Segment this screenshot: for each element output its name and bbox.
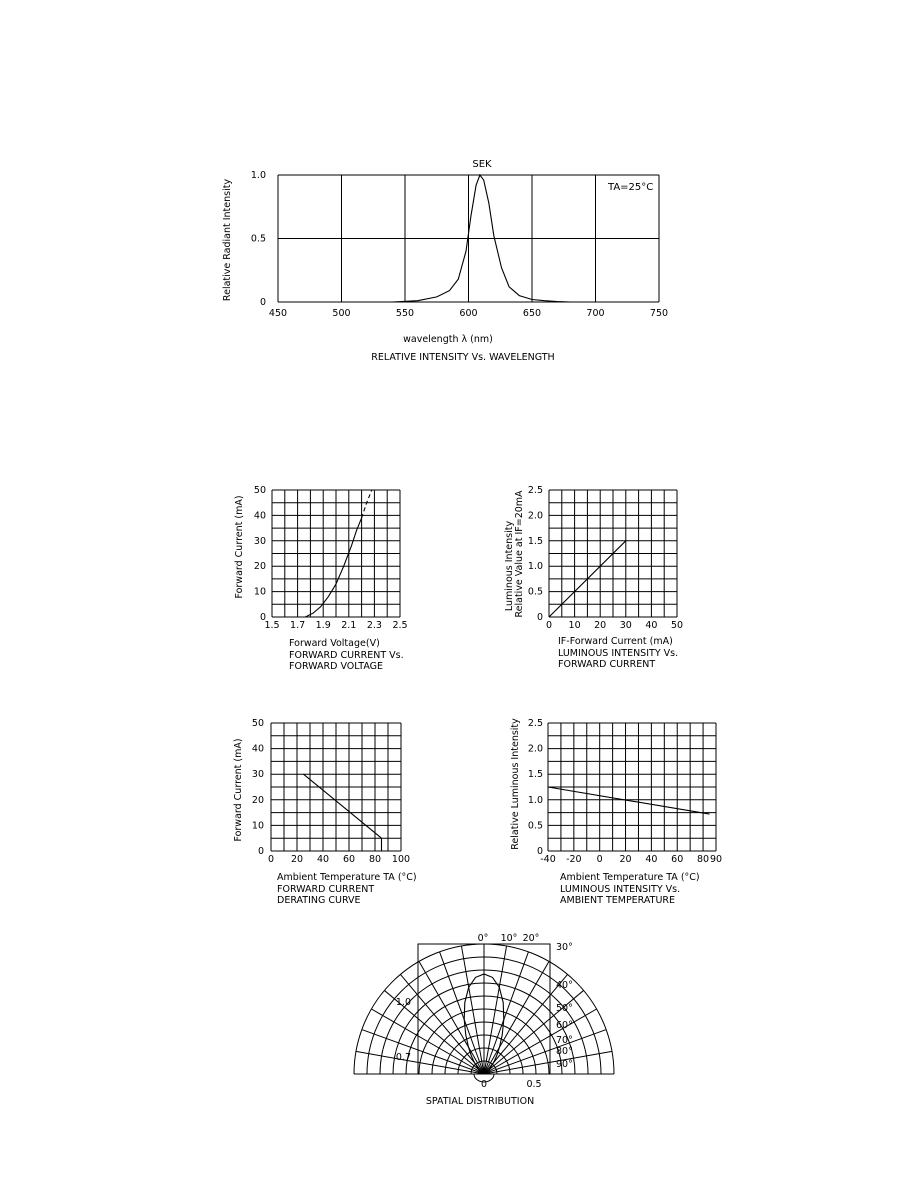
derating-ytick-label: 40: [251, 743, 264, 755]
spectrum-xtick-label: 750: [649, 308, 669, 319]
derating-xtick-label: 20: [290, 854, 304, 865]
spatial-bottom-label: 0.5: [526, 1079, 542, 1090]
lumtemp-xtick-label: 20: [619, 854, 632, 865]
lumtemp-xtick-label: 90: [709, 854, 723, 865]
lumcurrent-xtick-label: 10: [568, 620, 581, 631]
lumtemp-ytick-label: 0: [536, 846, 543, 857]
lumtemp-ytick-label: 1.0: [527, 794, 543, 806]
spectrum-xtick-label: 500: [332, 308, 351, 319]
spatial-angle-label: 70°: [556, 1035, 573, 1046]
derating-xtick-label: 0: [267, 854, 275, 865]
lumcurrent-ylabel: Luminous Intensity: [504, 520, 515, 612]
lumtemp-xtick-label: 0: [596, 854, 603, 865]
lumcurrent-xtick-label: 50: [670, 620, 684, 631]
lumtemp-xtick-label: 80: [697, 854, 710, 865]
lumtemp-xlabel: Ambient Temperature TA (°C): [560, 872, 700, 883]
derating-xtick-label: 100: [391, 854, 411, 865]
spectrum-ylabel: Relative Radiant Intensity: [222, 178, 233, 302]
lumtemp-xtick-label: -40: [540, 854, 556, 865]
lumcurrent-xtick-label: 30: [619, 620, 632, 631]
derating-ytick-label: 10: [251, 820, 264, 832]
lumcurrent-ytick-label: 2.0: [527, 510, 543, 522]
lumtemp-ylabel: Relative Luminous Intensity: [510, 718, 521, 850]
spectrum-ytick-label: 0: [259, 297, 266, 308]
lumtemp-caption-2: AMBIENT TEMPERATURE: [560, 895, 676, 906]
spectrum-title: SEK: [472, 159, 492, 170]
iv-ylabel: Forward Current (mA): [234, 495, 245, 599]
lumtemp-caption-1: LUMINOUS INTENSITY Vs.: [560, 884, 681, 895]
lumtemp-ytick-label: 0.5: [527, 820, 543, 832]
iv-ytick-label: 40: [253, 510, 266, 522]
iv-ytick-label: 50: [253, 485, 266, 496]
lumtemp-series-line: [548, 787, 710, 814]
iv-xtick-label: 1.9: [315, 620, 331, 631]
lumcurrent-xtick-label: 20: [594, 620, 607, 631]
lumcurrent-ytick-label: 1.5: [527, 535, 543, 547]
spectrum-annotation: TA=25°C: [608, 182, 654, 193]
spatial-left-label: 1.0: [395, 997, 411, 1008]
spatial-angle-label: 20°: [522, 933, 540, 944]
derating-ytick-label: 20: [251, 794, 264, 806]
derating-ylabel: Forward Current (mA): [233, 738, 244, 842]
lumtemp-xtick-label: 60: [671, 854, 684, 865]
lumtemp-ytick-label: 2.5: [527, 718, 543, 729]
spatial-angle-label: 40°: [556, 980, 573, 991]
iv-caption-1: FORWARD CURRENT Vs.: [289, 650, 404, 661]
lumtemp-xtick-label: 40: [645, 854, 658, 865]
chart-derating: [233, 718, 417, 906]
iv-series-line: [305, 518, 361, 617]
spatial-angle-label: 90°: [556, 1059, 573, 1070]
iv-xlabel: Forward Voltage(V): [289, 638, 380, 649]
lumcurrent-caption-1: LUMINOUS INTENSITY Vs.: [558, 648, 679, 659]
derating-caption-1: FORWARD CURRENT: [277, 884, 375, 895]
spatial-angle-label: 10°: [500, 933, 518, 944]
lumcurrent-ytick-label: 0: [536, 612, 543, 623]
spectrum-caption: RELATIVE INTENSITY Vs. WAVELENGTH: [371, 352, 555, 363]
lumcurrent-ytick-label: 2.5: [527, 485, 543, 496]
iv-ytick-label: 30: [253, 535, 266, 547]
chart-iv: [234, 485, 408, 672]
chart-spectrum: [222, 159, 668, 363]
derating-ytick-label: 30: [251, 769, 264, 781]
derating-xtick-label: 40: [316, 854, 330, 865]
spectrum-xtick-label: 600: [459, 308, 478, 319]
iv-series-line: [362, 490, 372, 518]
iv-xtick-label: 2.1: [341, 620, 357, 631]
spatial-angle-label: 50°: [556, 1003, 573, 1014]
spectrum-xtick-label: 700: [586, 308, 605, 319]
iv-ytick-label: 0: [259, 612, 266, 623]
iv-xtick-label: 1.5: [264, 620, 280, 631]
derating-ytick-label: 50: [251, 718, 264, 729]
spatial-angle-label: 30°: [556, 942, 573, 953]
iv-xtick-label: 2.3: [366, 620, 382, 631]
spectrum-xtick-label: 450: [268, 308, 288, 319]
spatial-bottom-label: 0: [480, 1079, 488, 1090]
iv-xtick-label: 2.5: [392, 620, 408, 631]
lumtemp-xtick-label: -20: [566, 854, 582, 865]
spatial-angle-label: 80°: [556, 1046, 573, 1057]
lumcurrent-xtick-label: 0: [545, 620, 553, 631]
iv-ytick-label: 20: [253, 561, 266, 573]
spectrum-xtick-label: 650: [522, 308, 542, 319]
derating-xlabel: Ambient Temperature TA (°C): [277, 872, 417, 883]
lumtemp-ytick-label: 1.5: [527, 769, 543, 781]
chart-lumtemp: [510, 718, 722, 906]
iv-xtick-label: 1.7: [290, 620, 306, 631]
chart-lumcurrent: [504, 485, 683, 670]
spectrum-ytick-label: 1.0: [250, 170, 266, 181]
spectrum-xlabel: wavelength λ (nm): [403, 334, 493, 345]
spatial-caption: SPATIAL DISTRIBUTION: [425, 1096, 535, 1107]
derating-caption-2: DERATING CURVE: [277, 895, 361, 906]
iv-caption-2: FORWARD VOLTAGE: [289, 661, 384, 672]
lumcurrent-xtick-label: 40: [645, 620, 658, 631]
lumcurrent-caption-2: FORWARD CURRENT: [558, 659, 656, 670]
lumcurrent-ytick-label: 0.5: [527, 586, 543, 598]
derating-xtick-label: 80: [368, 854, 382, 865]
spatial-angle-label: 0°: [477, 933, 489, 944]
derating-ytick-label: 0: [257, 846, 264, 857]
lumcurrent-ylabel2: Relative Value at IF=20mA: [514, 490, 525, 618]
iv-ytick-label: 10: [253, 586, 266, 598]
lumcurrent-xlabel: IF-Forward Current (mA): [558, 636, 673, 647]
spatial-left-label: 0.7: [395, 1052, 411, 1063]
derating-xtick-label: 60: [342, 854, 356, 865]
spatial-angle-label: 60°: [556, 1020, 573, 1031]
spectrum-xtick-label: 550: [395, 308, 415, 319]
lumcurrent-ytick-label: 1.0: [527, 561, 543, 573]
lumtemp-ytick-label: 2.0: [527, 743, 543, 755]
chart-spatial: [354, 933, 614, 1107]
spectrum-ytick-label: 0.5: [250, 233, 266, 245]
